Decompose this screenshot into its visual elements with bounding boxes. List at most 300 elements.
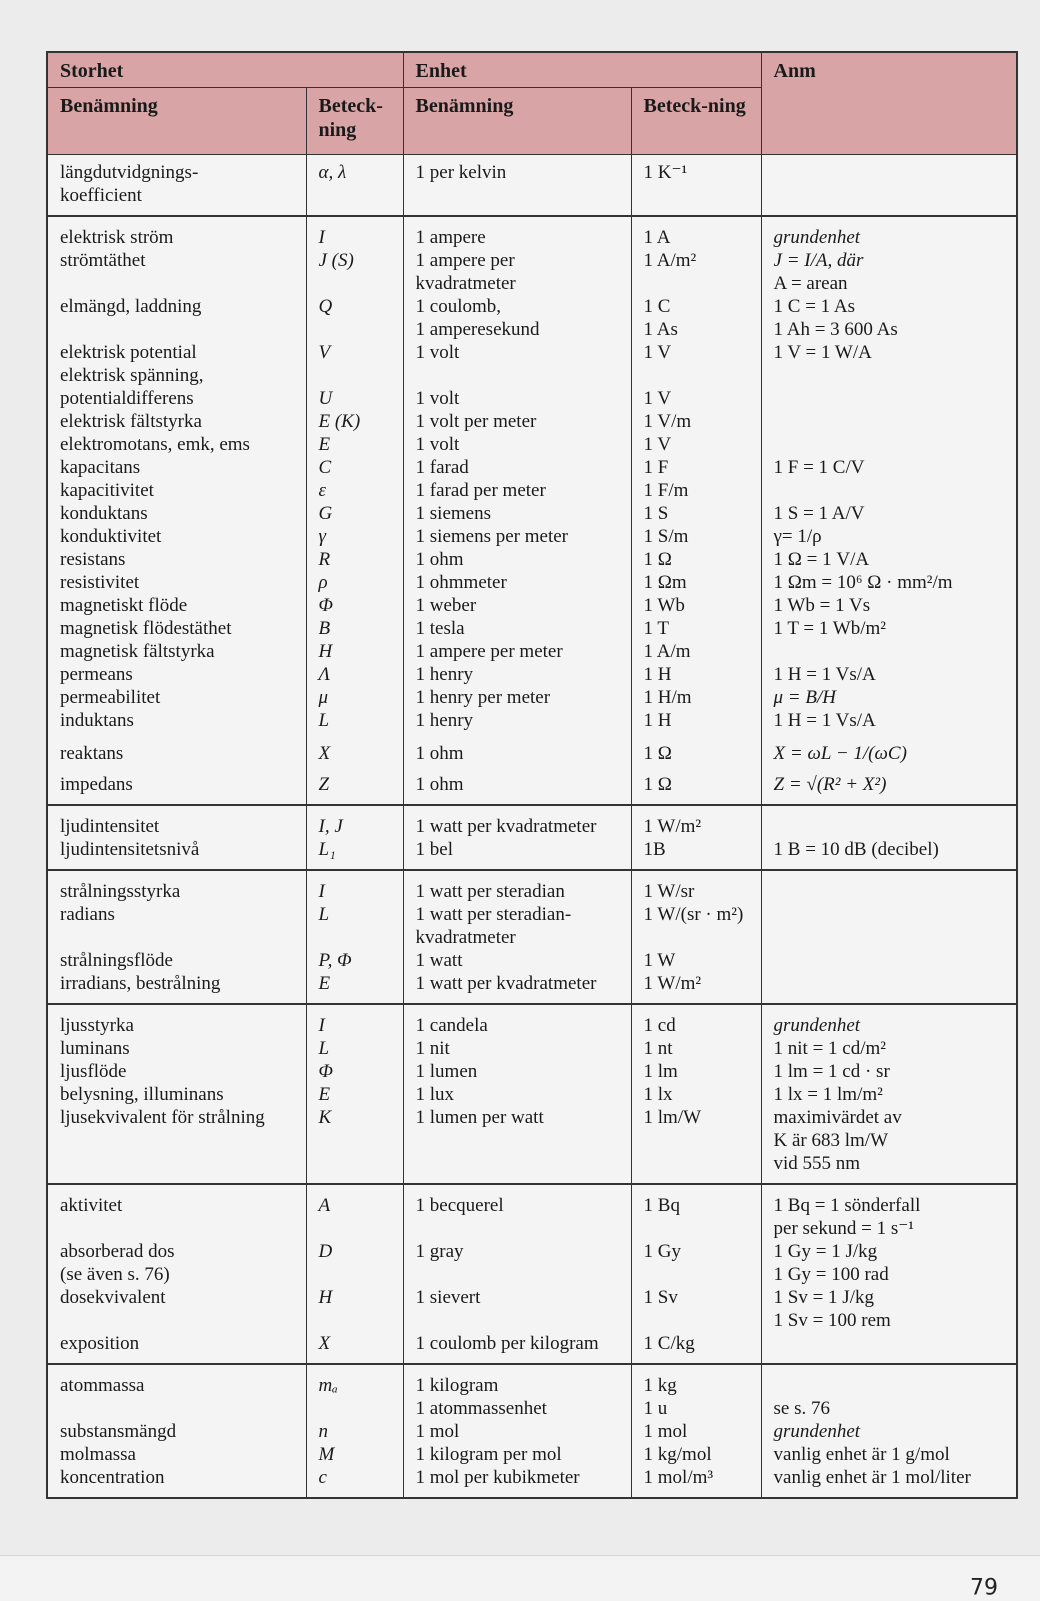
unit-name-cell: [403, 249, 631, 295]
note-cell: [761, 479, 1017, 502]
quantity-symbol-cell: [306, 1184, 403, 1240]
quantity-symbol: I: [318, 227, 325, 248]
quantity-symbol: ρ: [318, 572, 328, 593]
unit-symbol-cell: [631, 1240, 761, 1286]
unit-name: 1 candela: [415, 1015, 488, 1036]
note: 1 Sv = 100 rem: [773, 1310, 891, 1331]
quantity-symbol-cell: [306, 364, 403, 410]
note-cell: [761, 525, 1017, 548]
quantity-symbol-cell: [306, 1364, 403, 1420]
quantity-symbol-cell: [306, 456, 403, 479]
quantity-name: dosekvivalent: [60, 1287, 166, 1308]
note: 1 V = 1 W/A: [773, 342, 872, 363]
note: per sekund = 1 s⁻¹: [773, 1218, 914, 1239]
table-row: [47, 732, 1017, 773]
quantity-name: substansmängd: [60, 1421, 177, 1442]
note: 1 Bq = 1 sönderfall: [773, 1195, 921, 1216]
quantity-name-cell: [47, 972, 306, 1004]
quantity-name: reaktans: [60, 743, 124, 764]
unit-symbol: 1 Ω: [643, 549, 672, 570]
unit-symbol-cell: [631, 479, 761, 502]
note-cell: [761, 1083, 1017, 1106]
unit-symbol: [644, 272, 755, 295]
quantity-symbol-cell: [306, 433, 403, 456]
unit-name-cell: [403, 1037, 631, 1060]
quantity-name: [60, 1309, 300, 1332]
unit-name-cell: [403, 1004, 631, 1037]
unit-name: 1 watt per kvadratmeter: [415, 973, 597, 994]
unit-symbol-cell: [631, 155, 761, 217]
quantity-name-cell: [47, 502, 306, 525]
unit-symbol-cell: [631, 456, 761, 479]
unit-symbol-cell: [631, 1364, 761, 1420]
note: [774, 1332, 1011, 1355]
unit-name-cell: [403, 838, 631, 870]
quantity-name: strömtäthet: [60, 250, 146, 271]
quantity-symbol-cell: [306, 249, 403, 295]
note-cell: [761, 870, 1017, 903]
quantity-symbol: c: [318, 1467, 327, 1488]
quantity-symbol: L₁: [318, 839, 336, 860]
unit-symbol: 1 H: [643, 710, 672, 731]
quantity-name-cell: [47, 1420, 306, 1443]
note-cell: [761, 341, 1017, 364]
quantity-name-cell: [47, 686, 306, 709]
quantity-symbol: Z: [318, 774, 330, 795]
note: 1 lm = 1 cd · sr: [773, 1061, 890, 1082]
table-row: [47, 1286, 1017, 1332]
header-benamning-unit: Benämning: [403, 88, 631, 155]
unit-symbol-cell: [631, 972, 761, 1004]
note: 1 Gy = 1 J/kg: [773, 1241, 878, 1262]
unit-name-cell: [403, 1443, 631, 1466]
quantity-symbol-cell: [306, 1240, 403, 1286]
table-row: [47, 1106, 1017, 1184]
unit-symbol: 1 kg: [643, 1375, 677, 1396]
unit-symbol: 1 Wb: [643, 595, 685, 616]
note-cell: [761, 295, 1017, 341]
unit-name-cell: [403, 903, 631, 949]
table-row: [47, 548, 1017, 571]
unit-symbol-cell: [631, 617, 761, 640]
quantity-name-cell: [47, 1037, 306, 1060]
header-enhet: Enhet: [403, 52, 761, 88]
quantity-name: elektrisk fältstyrka: [60, 411, 202, 432]
unit-name: 1 coulomb per kilogram: [415, 1333, 599, 1354]
quantity-symbol-cell: [306, 479, 403, 502]
unit-name-cell: [403, 709, 631, 732]
note-cell: [761, 1106, 1017, 1184]
quantity-symbol: P, Φ: [318, 950, 352, 971]
table-row: [47, 1364, 1017, 1420]
unit-name: 1 kilogram per mol: [415, 1444, 562, 1465]
quantity-symbol-cell: [306, 571, 403, 594]
note-cell: [761, 903, 1017, 949]
quantity-symbol: E: [318, 973, 331, 994]
unit-symbol: 1 T: [643, 618, 670, 639]
quantity-symbol: X: [318, 743, 331, 764]
unit-symbol: 1 V: [643, 434, 672, 455]
unit-symbol: 1 Sv: [643, 1287, 678, 1308]
quantity-name: potentialdifferens: [60, 388, 194, 409]
note-cell: [761, 571, 1017, 594]
note-cell: [761, 1184, 1017, 1240]
unit-symbol: 1 lm/W: [643, 1107, 702, 1128]
note-cell: [761, 1240, 1017, 1286]
quantity-name: koncentration: [60, 1467, 165, 1488]
unit-symbol-cell: [631, 663, 761, 686]
quantity-symbol: [319, 926, 397, 949]
unit-name: 1 ampere per: [415, 250, 515, 271]
quantity-name: irradians, bestrålning: [60, 973, 221, 994]
note-cell: [761, 663, 1017, 686]
unit-name-cell: [403, 686, 631, 709]
note-cell: [761, 433, 1017, 456]
note-cell: [761, 216, 1017, 249]
note: [774, 410, 1011, 433]
table-row: [47, 1332, 1017, 1364]
unit-name-cell: [403, 870, 631, 903]
quantity-symbol-cell: [306, 1060, 403, 1083]
quantity-name: elektromotans, emk, ems: [60, 434, 250, 455]
unit-symbol-cell: [631, 433, 761, 456]
note: [774, 640, 1011, 663]
quantity-name: permeabilitet: [60, 687, 161, 708]
unit-name-cell: [403, 1286, 631, 1332]
quantity-name-cell: [47, 410, 306, 433]
unit-name-cell: [403, 805, 631, 838]
unit-symbol-cell: [631, 502, 761, 525]
quantity-symbol-cell: [306, 1286, 403, 1332]
quantity-name-cell: [47, 525, 306, 548]
note: [774, 364, 1011, 387]
note: μ = B/H: [773, 687, 836, 708]
unit-name: 1 mol per kubikmeter: [415, 1467, 580, 1488]
unit-symbol-cell: [631, 410, 761, 433]
note: 1 H = 1 Vs/A: [773, 710, 876, 731]
table-row: [47, 663, 1017, 686]
quantity-symbol: [319, 1309, 397, 1332]
unit-name-cell: [403, 617, 631, 640]
unit-name: [416, 1309, 625, 1332]
quantity-symbol: I: [318, 1015, 325, 1036]
unit-name: 1 ohm: [415, 743, 464, 764]
unit-name-cell: [403, 1364, 631, 1420]
quantity-symbol: [319, 1263, 397, 1286]
quantity-symbol-cell: [306, 1083, 403, 1106]
unit-symbol-cell: [631, 1332, 761, 1364]
unit-name: 1 weber: [415, 595, 477, 616]
quantity-name: magnetiskt flöde: [60, 595, 188, 616]
unit-symbol: 1 W/m²: [643, 816, 702, 837]
note-cell: [761, 456, 1017, 479]
unit-symbol-cell: [631, 548, 761, 571]
unit-symbol: 1 A/m²: [643, 250, 697, 271]
note: 1 Sv = 1 J/kg: [773, 1287, 874, 1308]
unit-symbol-cell: [631, 773, 761, 805]
quantity-symbol: [319, 272, 397, 295]
quantity-name-cell: [47, 1004, 306, 1037]
table-row: [47, 295, 1017, 341]
unit-symbol: 1 S/m: [643, 526, 689, 547]
unit-symbol: 1 W: [643, 950, 676, 971]
unit-name: 1 atommassenhet: [415, 1398, 547, 1419]
quantity-symbol: Q: [318, 296, 333, 317]
unit-symbol: 1 Gy: [643, 1241, 681, 1262]
unit-symbol: 1 kg/mol: [643, 1444, 712, 1465]
quantity-name: molmassa: [60, 1444, 136, 1465]
quantity-name: impedans: [60, 774, 133, 795]
quantity-name: [60, 318, 300, 341]
unit-symbol-cell: [631, 732, 761, 773]
quantity-symbol: Λ: [318, 664, 330, 685]
note-cell: [761, 732, 1017, 773]
unit-symbol-cell: [631, 1106, 761, 1184]
quantity-symbol: Φ: [318, 1061, 333, 1082]
unit-symbol: 1 V: [643, 342, 672, 363]
quantity-symbol: D: [318, 1241, 333, 1262]
header-storhet: Storhet: [47, 52, 403, 88]
table-row: [47, 617, 1017, 640]
unit-name: 1 nit: [415, 1038, 450, 1059]
quantity-name-cell: [47, 663, 306, 686]
unit-name-cell: [403, 295, 631, 341]
note: 1 Ω = 1 V/A: [773, 549, 870, 570]
note: [774, 972, 1011, 995]
quantity-symbol: [319, 1152, 397, 1175]
unit-name-cell: [403, 1332, 631, 1364]
quantity-symbol-cell: [306, 903, 403, 949]
note: A = arean: [773, 273, 848, 294]
note: 1 T = 1 Wb/m²: [773, 618, 886, 639]
note: [774, 880, 1011, 903]
quantity-symbol: I, J: [318, 816, 343, 837]
unit-name: [416, 364, 625, 387]
unit-symbol: 1 V: [643, 388, 672, 409]
quantity-symbol: E (K): [318, 411, 361, 432]
quantity-name: elmängd, laddning: [60, 296, 202, 317]
note: 1 C = 1 As: [773, 296, 855, 317]
unit-symbol: 1 F/m: [643, 480, 689, 501]
quantity-symbol: E: [318, 1084, 331, 1105]
unit-name: 1 bel: [415, 839, 453, 860]
unit-name: 1 lux: [415, 1084, 455, 1105]
quantity-symbol-cell: [306, 686, 403, 709]
unit-name-cell: [403, 410, 631, 433]
quantity-name: kapacitivitet: [60, 480, 154, 501]
unit-symbol: 1 mol/m³: [643, 1467, 714, 1488]
quantity-symbol: E: [318, 434, 331, 455]
quantity-name-cell: [47, 1083, 306, 1106]
quantity-symbol-cell: [306, 1466, 403, 1498]
note: grundenhet: [773, 227, 861, 248]
table-row: [47, 1420, 1017, 1443]
unit-symbol: 1 C/kg: [643, 1333, 695, 1354]
unit-symbol-cell: [631, 525, 761, 548]
unit-name: 1 volt: [415, 342, 460, 363]
note: [774, 815, 1011, 838]
quantity-symbol: M: [318, 1444, 335, 1465]
unit-name-cell: [403, 1184, 631, 1240]
quantity-name-cell: [47, 1443, 306, 1466]
note-cell: [761, 364, 1017, 410]
quantity-name-cell: [47, 1332, 306, 1364]
note-cell: [761, 838, 1017, 870]
unit-name: 1 volt per meter: [415, 411, 537, 432]
note: 1 F = 1 C/V: [773, 457, 865, 478]
unit-symbol: 1 W/m²: [643, 973, 702, 994]
quantity-symbol-cell: [306, 341, 403, 364]
note-cell: [761, 410, 1017, 433]
table-row: [47, 686, 1017, 709]
quantity-name: längdutvidgnings-: [60, 162, 199, 183]
unit-symbol-cell: [631, 594, 761, 617]
note: [774, 949, 1011, 972]
quantity-name-cell: [47, 805, 306, 838]
quantity-symbol-cell: [306, 1332, 403, 1364]
unit-symbol: 1 W/sr: [643, 881, 695, 902]
table-row: [47, 773, 1017, 805]
unit-symbol: 1 W/(sr · m²): [643, 904, 744, 925]
table-row: [47, 1240, 1017, 1286]
quantity-name-cell: [47, 1466, 306, 1498]
quantity-name-cell: [47, 594, 306, 617]
unit-symbol-cell: [631, 640, 761, 663]
unit-name: 1 ampere: [415, 227, 486, 248]
note-cell: [761, 805, 1017, 838]
note: 1 Ωm = 10⁶ Ω · mm²/m: [773, 572, 953, 593]
unit-name: 1 lumen per watt: [415, 1107, 544, 1128]
quantity-symbol-cell: [306, 155, 403, 217]
table-row: [47, 1083, 1017, 1106]
unit-name: [416, 1217, 625, 1240]
quantity-name-cell: [47, 456, 306, 479]
unit-name: 1 kilogram: [415, 1375, 499, 1396]
table-body: [47, 155, 1017, 1499]
quantity-symbol: G: [318, 503, 333, 524]
table-row: [47, 1060, 1017, 1083]
note: 1 Gy = 100 rad: [773, 1264, 889, 1285]
table-row: [47, 1443, 1017, 1466]
quantity-name-cell: [47, 709, 306, 732]
unit-name-cell: [403, 1466, 631, 1498]
unit-symbol: 1 V/m: [643, 411, 692, 432]
table-row: [47, 1037, 1017, 1060]
quantity-symbol-cell: [306, 972, 403, 1004]
quantity-symbol: J (S): [318, 250, 354, 271]
unit-name: [416, 1129, 625, 1152]
page-footer: [0, 1555, 1040, 1601]
quantity-name-cell: [47, 479, 306, 502]
quantity-name-cell: [47, 870, 306, 903]
quantity-symbol-cell: [306, 1037, 403, 1060]
unit-name-cell: [403, 1420, 631, 1443]
quantity-name-cell: [47, 249, 306, 295]
unit-symbol-cell: [631, 249, 761, 295]
quantity-symbol: X: [318, 1333, 331, 1354]
unit-name: 1 siemens: [415, 503, 491, 524]
quantity-name-cell: [47, 341, 306, 364]
unit-symbol: 1 u: [643, 1398, 668, 1419]
quantity-name-cell: [47, 1286, 306, 1332]
quantity-name: (se även s. 76): [60, 1264, 170, 1285]
quantity-name-cell: [47, 732, 306, 773]
quantity-symbol-cell: [306, 949, 403, 972]
note-cell: [761, 155, 1017, 217]
quantity-name: permeans: [60, 664, 133, 685]
note: vanlig enhet är 1 mol/liter: [773, 1467, 971, 1488]
unit-name-cell: [403, 571, 631, 594]
quantity-name: [60, 1152, 300, 1175]
unit-symbol: 1 F: [643, 457, 669, 478]
unit-symbol: [644, 1263, 755, 1286]
unit-symbol: 1 nt: [643, 1038, 673, 1059]
quantity-name: kapacitans: [60, 457, 141, 478]
quantity-name-cell: [47, 617, 306, 640]
quantity-name: konduktivitet: [60, 526, 162, 547]
unit-name-cell: [403, 433, 631, 456]
unit-name: kvadratmeter: [415, 927, 516, 948]
quantity-name: resistivitet: [60, 572, 140, 593]
unit-name-cell: [403, 341, 631, 364]
note: [774, 903, 1011, 926]
quantity-symbol: R: [318, 549, 331, 570]
note: 1 S = 1 A/V: [773, 503, 865, 524]
unit-symbol-cell: [631, 571, 761, 594]
unit-name: 1 volt: [415, 388, 460, 409]
quantity-symbol-cell: [306, 732, 403, 773]
unit-symbol-cell: [631, 1060, 761, 1083]
quantity-name: ljudintensitet: [60, 816, 160, 837]
quantity-name: induktans: [60, 710, 134, 731]
unit-symbol-cell: [631, 295, 761, 341]
unit-symbol: [644, 926, 755, 949]
quantity-name: resistans: [60, 549, 126, 570]
table-row: [47, 456, 1017, 479]
quantity-symbol-cell: [306, 594, 403, 617]
note: 1 H = 1 Vs/A: [773, 664, 876, 685]
unit-name-cell: [403, 456, 631, 479]
header-beteckning: Beteck-ning: [306, 88, 403, 155]
unit-name-cell: [403, 1240, 631, 1286]
unit-symbol: 1 S: [643, 503, 669, 524]
note-cell: [761, 686, 1017, 709]
quantity-name: aktivitet: [60, 1195, 123, 1216]
table-row: [47, 502, 1017, 525]
unit-name: 1 watt per steradian-: [415, 904, 572, 925]
unit-symbol: 1 Ω: [643, 743, 672, 764]
unit-name: 1 farad: [415, 457, 469, 478]
quantity-symbol: K: [318, 1107, 332, 1128]
unit-symbol: 1 lx: [643, 1084, 673, 1105]
note: grundenhet: [773, 1015, 861, 1036]
unit-name-cell: [403, 972, 631, 1004]
quantity-symbol: U: [318, 388, 333, 409]
quantity-symbol-cell: [306, 295, 403, 341]
unit-symbol: [644, 1217, 755, 1240]
unit-name-cell: [403, 594, 631, 617]
table-row: [47, 410, 1017, 433]
table-row: [47, 640, 1017, 663]
unit-name: 1 henry: [415, 664, 474, 685]
unit-name: 1 sievert: [415, 1287, 481, 1308]
quantity-name-cell: [47, 295, 306, 341]
note-cell: [761, 972, 1017, 1004]
quantity-symbol: [319, 364, 397, 387]
unit-symbol: [644, 1309, 755, 1332]
unit-name-cell: [403, 773, 631, 805]
quantity-name-cell: [47, 364, 306, 410]
